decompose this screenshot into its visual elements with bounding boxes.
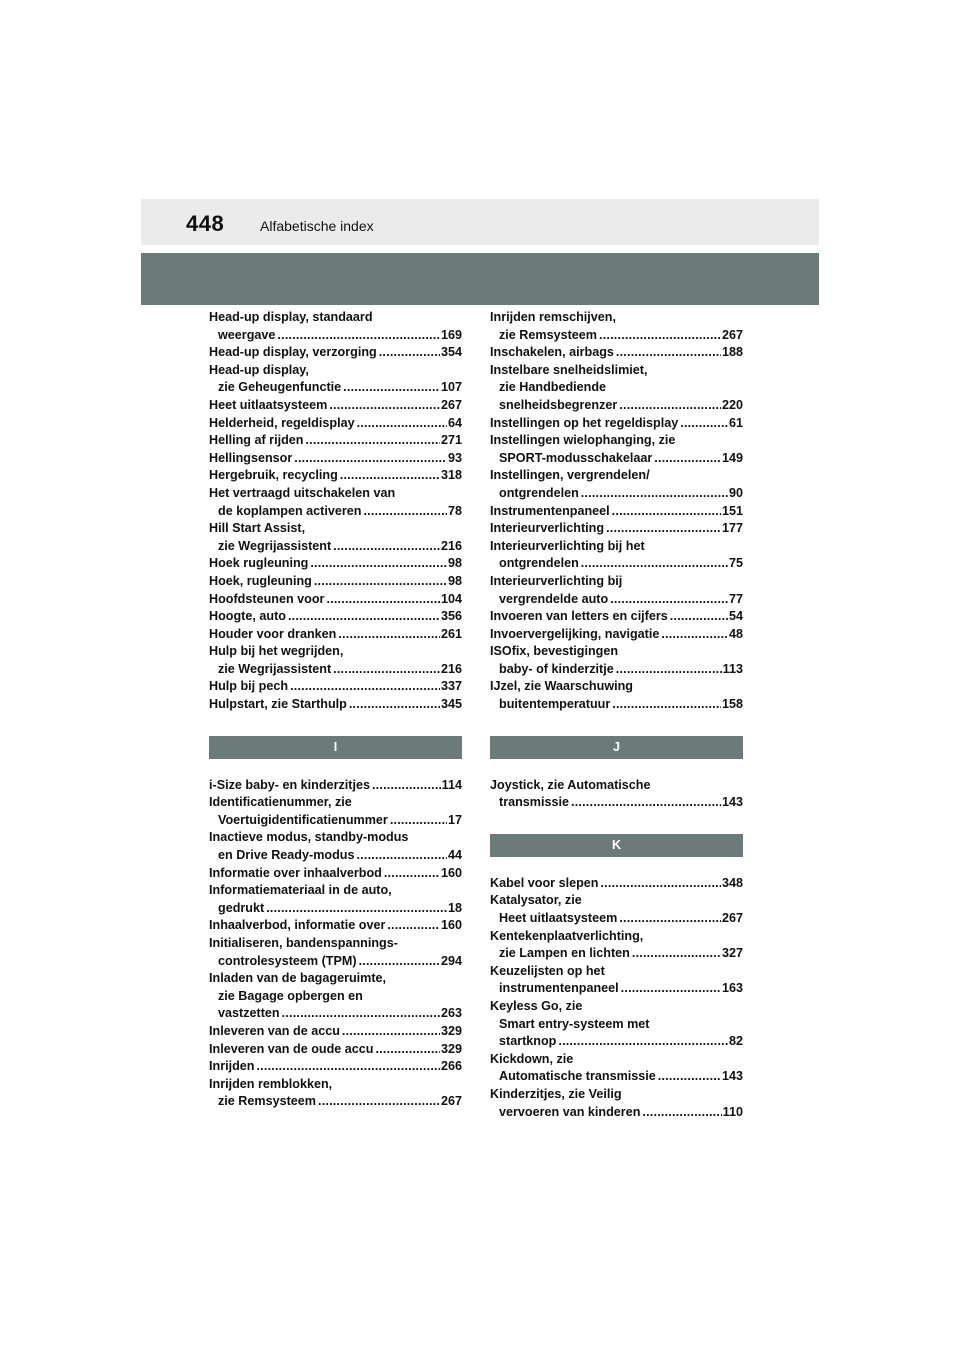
dot-leader: [621, 980, 721, 998]
index-entry-text: Informatiemateriaal in de auto,: [209, 883, 392, 898]
dot-leader: [658, 1068, 721, 1086]
index-entry-text: instrumentenpaneel: [499, 981, 619, 996]
index-entry-text: zie Remsysteem: [499, 327, 598, 342]
index-entry-text: Joystick, zie Automatische: [490, 777, 651, 792]
index-entry-text: vervoeren van kinderen: [499, 1104, 641, 1119]
index-entry-text: Hulp bij pech: [209, 679, 289, 694]
index-entry-text: Head-up display, standaard: [209, 310, 373, 324]
index-entry-text: Hoek, rugleuning: [209, 573, 312, 588]
index-entry: [209, 865, 462, 883]
index-entry-text: Initialiseren, bandenspannings-: [209, 936, 398, 950]
index-entry: [490, 928, 743, 963]
index-entry-page: 44: [447, 848, 462, 863]
index-entry: [209, 678, 462, 696]
index-entry-text: i-Size baby- en kinderzitjes: [209, 777, 370, 792]
index-entry-text: Instellingen op het regeldisplay: [490, 415, 679, 430]
dot-leader: [606, 520, 721, 538]
index-entry: [490, 520, 743, 538]
dot-leader: [616, 661, 722, 679]
index-entry-text: Helderheid, regeldisplay: [209, 415, 355, 430]
dot-leader: [318, 1093, 440, 1111]
dot-leader: [558, 1033, 728, 1051]
dot-leader: [610, 591, 728, 609]
dot-leader: [612, 696, 721, 714]
index-entry-text: Hulpstart, zie Starthulp: [209, 697, 347, 712]
index-entry-text: zie Bagage opbergen en: [218, 988, 363, 1003]
index-entry-text: Instrumentenpaneel: [490, 503, 610, 518]
index-column-right: [490, 309, 743, 1121]
index-entry-text: Inrijden remschijven,: [490, 310, 616, 324]
index-entry-text: Keyless Go, zie: [490, 999, 583, 1013]
dot-leader: [372, 777, 441, 795]
index-entry-page: 18: [447, 900, 462, 915]
dot-leader: [363, 503, 447, 521]
dot-leader: [343, 379, 440, 397]
index-entry-text: Interieurverlichting bij: [490, 573, 623, 588]
index-entry: [490, 1086, 743, 1121]
index-entry-page: 354: [440, 345, 462, 360]
index-entry-text: startknop: [499, 1034, 557, 1049]
index-entry-text: Inleveren van de accu: [209, 1023, 340, 1038]
index-entry: [209, 1041, 462, 1059]
dot-leader: [661, 626, 728, 644]
dot-leader: [310, 555, 447, 573]
index-entry-page: 163: [721, 981, 743, 996]
dot-leader: [333, 661, 440, 679]
index-letter-heading: J: [490, 736, 743, 759]
index-entry-text: IJzel, zie Waarschuwing: [490, 679, 634, 694]
index-letter-heading: K: [490, 834, 743, 857]
index-entry-text: weergave: [218, 327, 276, 342]
index-entry: [209, 917, 462, 935]
index-entry-page: 318: [440, 468, 462, 483]
index-entry-page: 98: [447, 556, 462, 571]
index-entry: [209, 829, 462, 864]
index-entry-page: 261: [440, 626, 462, 641]
index-entry-text: gedrukt: [218, 900, 265, 915]
index-entry-page: 160: [440, 918, 462, 933]
index-entry-text: Helling af rijden: [209, 433, 304, 448]
index-entry-page: 77: [728, 591, 743, 606]
index-entry-text: Smart entry-systeem met: [499, 1016, 650, 1031]
index-entry-text: Kickdown, zie: [490, 1051, 574, 1066]
index-entry: [490, 538, 743, 573]
index-entry-text: Heet uitlaatsysteem: [209, 397, 328, 412]
index-entry: [209, 344, 462, 362]
index-entry-page: 151: [721, 503, 743, 518]
index-entry: [209, 309, 462, 344]
dot-leader: [282, 1005, 440, 1023]
index-entry: [209, 591, 462, 609]
index-entry-page: 78: [447, 503, 462, 518]
index-entry-text: Inhaalverbod, informatie over: [209, 918, 386, 933]
index-entry-page: 61: [728, 415, 743, 430]
index-entry-page: 220: [721, 397, 743, 412]
index-entry-text: Keuzelijsten op het: [490, 963, 605, 978]
section-title: Alfabetische index: [260, 218, 374, 234]
index-entry: [490, 777, 743, 812]
index-entry: [490, 415, 743, 433]
index-entry-text: Hergebruik, recycling: [209, 468, 338, 483]
index-entry-text: zie Wegrijassistent: [218, 538, 332, 553]
index-entry-text: snelheidsbegrenzer: [499, 397, 618, 412]
dot-leader: [670, 608, 728, 626]
dot-leader: [581, 555, 728, 573]
index-entry: [209, 432, 462, 450]
index-entry-text: Invoeren van letters en cijfers: [490, 609, 668, 624]
dot-leader: [619, 397, 721, 415]
index-entry-text: Interieurverlichting: [490, 521, 605, 536]
index-entry-text: Hulp bij het wegrijden,: [209, 644, 344, 659]
index-entry-page: 294: [440, 953, 462, 968]
dot-leader: [632, 945, 721, 963]
dot-leader: [277, 327, 440, 345]
index-entry-page: 267: [721, 911, 743, 926]
dot-leader: [387, 917, 440, 935]
index-entry: [490, 626, 743, 644]
page-header: [141, 199, 819, 245]
index-entry-page: 263: [440, 1006, 462, 1021]
dot-leader: [599, 327, 721, 345]
index-entry: [209, 450, 462, 468]
index-entry-text: Voertuigidentificatienummer: [218, 812, 388, 827]
index-entry-page: 107: [440, 380, 462, 395]
index-entry-text: buitentemperatuur: [499, 697, 611, 712]
dot-leader: [256, 1058, 440, 1076]
index-entry-page: 266: [440, 1059, 462, 1074]
index-entry: [490, 362, 743, 415]
index-entry: [209, 485, 462, 520]
index-entry: [490, 309, 743, 344]
index-entry-text: Invoervergelijking, navigatie: [490, 626, 660, 641]
index-entry: [209, 555, 462, 573]
index-entry-text: zie Geheugenfunctie: [218, 380, 342, 395]
index-entry: [209, 1023, 462, 1041]
index-letter-heading: I: [209, 736, 462, 759]
index-entry-text: Instellingen wielophanging, zie: [490, 433, 676, 448]
dot-leader: [288, 608, 440, 626]
index-entry: [209, 573, 462, 591]
index-entry-page: 329: [440, 1041, 462, 1056]
index-entry: [209, 608, 462, 626]
index-entry: [209, 397, 462, 415]
index-entry-text: Head-up display, verzorging: [209, 345, 377, 360]
index-entry: [490, 678, 743, 713]
index-entry-text: zie Remsysteem: [218, 1094, 317, 1109]
index-entry-page: 143: [721, 1069, 743, 1084]
dot-leader: [266, 900, 447, 918]
index-entry-page: 267: [440, 1094, 462, 1109]
index-entry-page: 75: [728, 556, 743, 571]
index-entry: [490, 573, 743, 608]
dot-leader: [384, 865, 440, 883]
index-entry: [490, 608, 743, 626]
index-entry-text: Inrijden: [209, 1059, 255, 1074]
index-entry-page: 158: [721, 697, 743, 712]
index-entry: [209, 1076, 462, 1111]
index-entry-text: Automatische transmissie: [499, 1069, 656, 1084]
index-entry-text: Hoogte, auto: [209, 609, 286, 624]
index-entry: [209, 777, 462, 795]
dot-leader: [349, 696, 440, 714]
header-band: [141, 253, 819, 305]
index-entry: [209, 626, 462, 644]
index-entry: [209, 520, 462, 555]
dot-leader: [326, 591, 440, 609]
index-entry-text: Inschakelen, airbags: [490, 345, 614, 360]
dot-leader: [616, 344, 721, 362]
index-entry-text: Instelbare snelheidslimiet,: [490, 362, 648, 377]
index-entry-page: 160: [440, 865, 462, 880]
index-entry: [209, 696, 462, 714]
index-entry-text: zie Handbediende: [499, 380, 607, 395]
index-entry-text: Hill Start Assist,: [209, 521, 306, 536]
index-column-left: [209, 309, 462, 1111]
index-entry-page: 337: [440, 679, 462, 694]
index-entry-text: controlesysteem (TPM): [218, 953, 357, 968]
dot-leader: [680, 415, 728, 433]
dot-leader: [600, 875, 721, 893]
index-entry-page: 216: [440, 538, 462, 553]
index-entry-page: 98: [447, 573, 462, 588]
index-entry-page: 17: [447, 812, 462, 827]
index-entry-page: 345: [440, 697, 462, 712]
index-entry-page: 356: [440, 609, 462, 624]
index-entry-text: Inleveren van de oude accu: [209, 1041, 374, 1056]
index-entry: [490, 344, 743, 362]
dot-leader: [612, 503, 721, 521]
index-entry-text: Het vertraagd uitschakelen van: [209, 485, 396, 500]
dot-leader: [379, 344, 440, 362]
index-entry-text: transmissie: [499, 795, 570, 810]
dot-leader: [359, 953, 440, 971]
index-entry-page: 110: [722, 1104, 743, 1119]
dot-leader: [390, 812, 447, 830]
index-entry-text: Instellingen, vergrendelen/: [490, 468, 650, 483]
index-entry-text: Identificatienummer, zie: [209, 795, 352, 810]
index-entry-text: Kinderzitjes, zie Veilig: [490, 1086, 622, 1101]
index-entry: [490, 875, 743, 893]
dot-leader: [654, 450, 721, 468]
index-entry-page: 54: [728, 609, 743, 624]
dot-leader: [333, 538, 440, 556]
index-entry: [490, 892, 743, 927]
index-entry: [490, 432, 743, 467]
index-entry: [209, 467, 462, 485]
index-entry-text: Katalysator, zie: [490, 893, 582, 908]
page-number: 448: [186, 211, 225, 236]
index-entry: [209, 1058, 462, 1076]
index-entry-text: en Drive Ready-modus: [218, 848, 355, 863]
index-entry: [490, 998, 743, 1051]
index-entry-text: ontgrendelen: [499, 485, 579, 500]
index-entry: [209, 643, 462, 678]
index-entry: [209, 970, 462, 1023]
index-entry-text: Heet uitlaatsysteem: [499, 911, 618, 926]
index-entry-text: Kabel voor slepen: [490, 875, 599, 890]
index-entry-text: Interieurverlichting bij het: [490, 538, 645, 553]
dot-leader: [642, 1104, 721, 1122]
index-entry-text: Houder voor dranken: [209, 626, 337, 641]
index-entry-page: 267: [721, 327, 743, 342]
index-entry-text: Hoek rugleuning: [209, 556, 309, 571]
index-entry-text: Head-up display,: [209, 362, 309, 377]
index-entry-page: 348: [721, 875, 743, 890]
index-entry-page: 329: [440, 1023, 462, 1038]
index-entry: [209, 362, 462, 397]
dot-leader: [340, 467, 440, 485]
dot-leader: [305, 432, 440, 450]
dot-leader: [356, 847, 447, 865]
index-entry-text: ontgrendelen: [499, 556, 579, 571]
dot-leader: [294, 450, 447, 468]
index-entry-text: zie Wegrijassistent: [218, 661, 332, 676]
index-entry: [209, 882, 462, 917]
index-entry-page: 113: [722, 661, 743, 676]
index-entry-text: vergrendelde auto: [499, 591, 609, 606]
index-entry-page: 188: [721, 345, 743, 360]
index-entry-text: vastzetten: [218, 1006, 280, 1021]
index-entry-text: Informatie over inhaalverbod: [209, 865, 382, 880]
index-entry-page: 216: [440, 661, 462, 676]
dot-leader: [338, 626, 440, 644]
index-entry-text: Inladen van de bagageruimte,: [209, 971, 387, 986]
dot-leader: [342, 1023, 440, 1041]
dot-leader: [290, 678, 440, 696]
index-entry-page: 271: [440, 433, 462, 448]
index-entry-text: SPORT-modusschakelaar: [499, 450, 653, 465]
dot-leader: [375, 1041, 440, 1059]
index-entry: [209, 935, 462, 970]
index-entry-text: Inrijden remblokken,: [209, 1076, 333, 1091]
index-entry: [209, 415, 462, 433]
dot-leader: [329, 397, 440, 415]
index-entry-text: de koplampen activeren: [218, 503, 362, 518]
index-entry-text: zie Lampen en lichten: [499, 946, 630, 961]
index-entry-page: 169: [440, 327, 462, 342]
index-entry-page: 93: [447, 450, 462, 465]
dot-leader: [571, 794, 721, 812]
index-entry-page: 64: [447, 415, 462, 430]
index-entry-text: Hellingsensor: [209, 450, 293, 465]
dot-leader: [619, 910, 721, 928]
index-entry-page: 177: [721, 521, 743, 536]
dot-leader: [581, 485, 728, 503]
index-entry-page: 104: [440, 591, 462, 606]
index-entry-text: Inactieve modus, standby-modus: [209, 830, 409, 845]
index-entry: [490, 643, 743, 678]
index-entry-page: 267: [440, 397, 462, 412]
index-entry-text: Kentekenplaatverlichting,: [490, 928, 644, 943]
index-entry: [490, 1051, 743, 1086]
index-entry: [490, 963, 743, 998]
dot-leader: [314, 573, 447, 591]
index-entry-text: baby- of kinderzitje: [499, 661, 614, 676]
index-entry-page: 149: [721, 450, 743, 465]
index-entry-page: 82: [728, 1034, 743, 1049]
index-entry-page: 327: [721, 946, 743, 961]
index-entry-page: 143: [721, 795, 743, 810]
index-entry-page: 48: [728, 626, 743, 641]
index-entry-text: ISOfix, bevestigingen: [490, 644, 619, 659]
index-entry: [490, 503, 743, 521]
index-entry-page: 114: [441, 777, 462, 792]
index-entry: [490, 467, 743, 502]
index-entry-text: Hoofdsteunen voor: [209, 591, 325, 606]
index-entry-page: 90: [728, 485, 743, 500]
dot-leader: [357, 415, 447, 433]
index-entry: [209, 794, 462, 829]
